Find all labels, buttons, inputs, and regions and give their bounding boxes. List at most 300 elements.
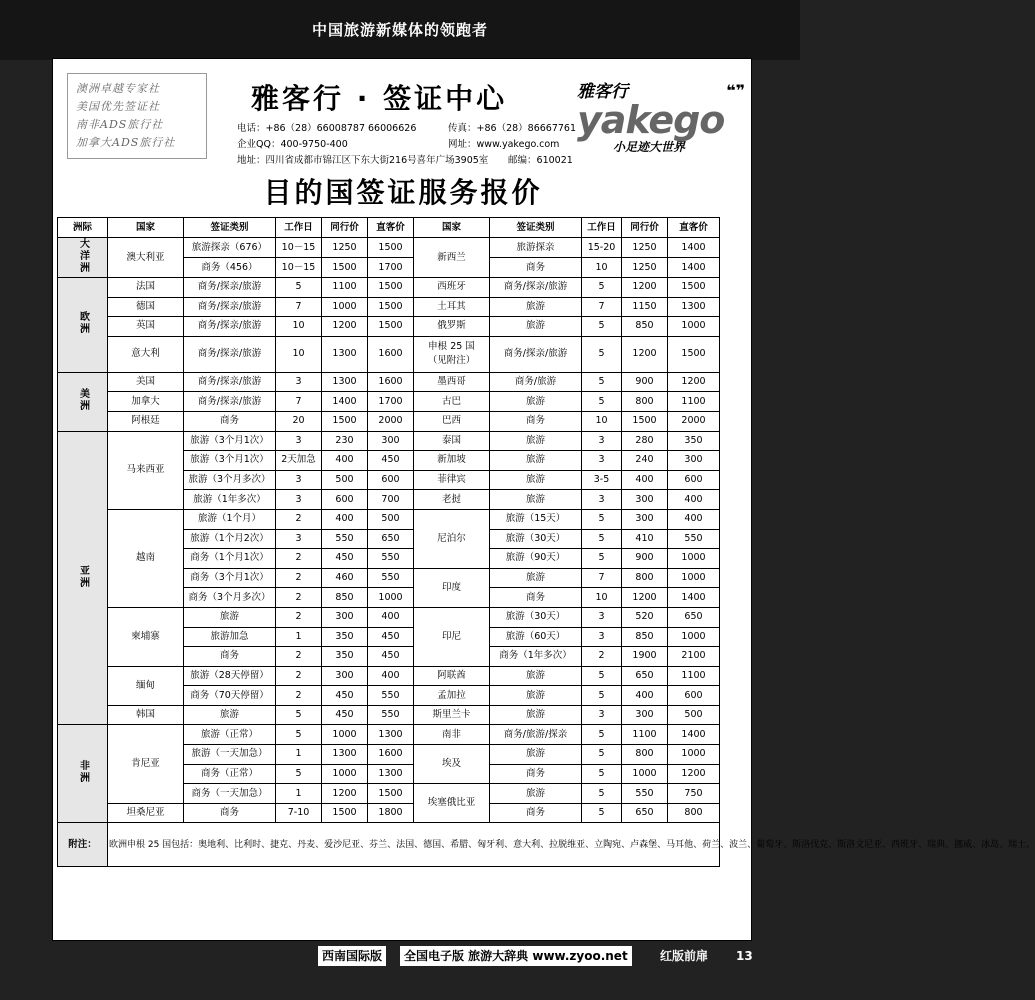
retail-price-cell: 500 — [368, 509, 414, 529]
table-row — [58, 336, 720, 372]
country-cell: 肯尼亚 — [108, 725, 184, 803]
agent-price-cell: 350 — [322, 647, 368, 667]
workdays-cell: 2 — [276, 509, 322, 529]
agent-price-cell: 230 — [322, 431, 368, 451]
table-row — [58, 725, 720, 745]
brand-name: 雅客行 · 签证中心 — [251, 82, 508, 115]
col-header: 签证类别 — [490, 218, 582, 238]
workdays-cell: 1 — [276, 745, 322, 765]
agent-price-cell: 400 — [622, 470, 668, 490]
country-cell: 西班牙 — [414, 278, 490, 298]
workdays-cell: 3-5 — [582, 470, 622, 490]
table-row — [58, 411, 720, 431]
workdays-cell: 7 — [582, 568, 622, 588]
note-label: 附注： — [58, 823, 108, 867]
country-cell: 阿联酋 — [414, 666, 490, 686]
agent-price-cell: 400 — [322, 509, 368, 529]
agent-price-cell: 1300 — [322, 745, 368, 765]
agent-price-cell: 1200 — [622, 336, 668, 372]
agent-price-cell: 350 — [322, 627, 368, 647]
retail-price-cell: 1400 — [668, 238, 720, 258]
workdays-cell: 2 — [582, 647, 622, 667]
visa-type-cell: 旅游（一天加急） — [184, 745, 276, 765]
visa-type-cell: 旅游 — [490, 705, 582, 725]
retail-price-cell: 1500 — [368, 278, 414, 298]
retail-price-cell: 450 — [368, 647, 414, 667]
workdays-cell: 3 — [582, 451, 622, 471]
page-number: 13 — [736, 949, 753, 963]
country-cell: 澳大利亚 — [108, 238, 184, 278]
agent-price-cell: 450 — [322, 686, 368, 706]
retail-price-cell: 2100 — [668, 647, 720, 667]
country-cell: 土耳其 — [414, 297, 490, 317]
workdays-cell: 5 — [582, 666, 622, 686]
visa-type-cell: 旅游（30天） — [490, 607, 582, 627]
retail-price-cell: 400 — [668, 490, 720, 510]
logo-slogan: 小足迹大世界 — [613, 140, 686, 154]
visa-type-cell: 商务/探亲/旅游 — [184, 278, 276, 298]
continent-label: 美洲 — [77, 388, 89, 413]
visa-type-cell: 旅游 — [490, 490, 582, 510]
visa-type-cell: 旅游 — [490, 317, 582, 337]
retail-price-cell: 550 — [368, 549, 414, 569]
workdays-cell: 3 — [276, 529, 322, 549]
visa-type-cell: 商务 — [490, 411, 582, 431]
visa-type-cell: 旅游 — [490, 784, 582, 804]
website[interactable]: 网址：www.yakego.com — [448, 139, 560, 150]
visa-type-cell: 商务（1年多次） — [490, 647, 582, 667]
visa-type-cell: 商务 — [184, 411, 276, 431]
agent-price-cell: 1300 — [322, 372, 368, 392]
visa-type-cell: 旅游探亲 — [490, 238, 582, 258]
agent-price-cell: 850 — [622, 317, 668, 337]
continent-cell — [58, 372, 108, 431]
visa-type-cell: 商务 — [490, 588, 582, 608]
workdays-cell: 3 — [582, 490, 622, 510]
retail-price-cell: 1400 — [668, 258, 720, 278]
table-row — [58, 392, 720, 412]
agent-price-cell: 1200 — [322, 317, 368, 337]
visa-type-cell: 商务/旅游/探亲 — [490, 725, 582, 745]
workdays-cell: 5 — [276, 764, 322, 784]
table-header-row — [58, 218, 720, 238]
visa-type-cell: 商务 — [490, 803, 582, 823]
agent-price-cell: 1250 — [622, 238, 668, 258]
agent-price-cell: 800 — [622, 745, 668, 765]
workdays-cell: 5 — [582, 764, 622, 784]
agent-price-cell: 450 — [322, 549, 368, 569]
table-row — [58, 317, 720, 337]
agent-price-cell: 800 — [622, 568, 668, 588]
visa-type-cell: 旅游加急 — [184, 627, 276, 647]
footer-edition-tag: 西南国际版 — [318, 946, 386, 966]
table-row — [58, 666, 720, 686]
continent-cell — [58, 278, 108, 373]
agent-price-cell: 450 — [322, 705, 368, 725]
workdays-cell: 10 — [276, 317, 322, 337]
workdays-cell: 5 — [582, 372, 622, 392]
country-cell: 老挝 — [414, 490, 490, 510]
country-cell: 新西兰 — [414, 238, 490, 278]
agent-price-cell: 1000 — [322, 297, 368, 317]
visa-type-cell: 商务/探亲/旅游 — [184, 392, 276, 412]
postcode: 邮编：610021 — [508, 155, 573, 166]
agent-price-cell: 410 — [622, 529, 668, 549]
agent-price-cell: 850 — [622, 627, 668, 647]
retail-price-cell: 600 — [668, 686, 720, 706]
visa-type-cell: 旅游 — [490, 470, 582, 490]
retail-price-cell: 500 — [668, 705, 720, 725]
fax: 传真：+86（28）86667761 — [448, 123, 577, 134]
agent-price-cell: 300 — [622, 705, 668, 725]
visa-type-cell: 旅游 — [490, 392, 582, 412]
agent-price-cell: 400 — [322, 451, 368, 471]
retail-price-cell: 2000 — [668, 411, 720, 431]
agent-price-cell: 1000 — [322, 725, 368, 745]
retail-price-cell: 600 — [668, 470, 720, 490]
agent-price-cell: 1500 — [322, 258, 368, 278]
retail-price-cell: 1600 — [368, 745, 414, 765]
visa-type-cell: 商务/探亲/旅游 — [184, 297, 276, 317]
country-cell: 加拿大 — [108, 392, 184, 412]
workdays-cell: 1 — [276, 784, 322, 804]
visa-type-cell: 旅游 — [490, 666, 582, 686]
workdays-cell: 5 — [582, 336, 622, 372]
workdays-cell: 10－15 — [276, 258, 322, 278]
agent-price-cell: 300 — [322, 607, 368, 627]
address: 地址：四川省成都市锦江区下东大街216号喜年广场3905室 — [237, 155, 489, 166]
visa-type-cell: 旅游（1个月） — [184, 509, 276, 529]
workdays-cell: 5 — [276, 725, 322, 745]
agency-credentials-box — [67, 73, 207, 159]
retail-price-cell: 300 — [668, 451, 720, 471]
visa-type-cell: 商务/探亲/旅游 — [490, 336, 582, 372]
col-header: 直客价 — [668, 218, 720, 238]
logo-cn: 雅客行 — [577, 82, 628, 102]
table-row — [58, 238, 720, 258]
retail-price-cell: 1100 — [668, 666, 720, 686]
retail-price-cell: 1700 — [368, 392, 414, 412]
col-header: 工作日 — [582, 218, 622, 238]
col-header: 直客价 — [368, 218, 414, 238]
workdays-cell: 10 — [276, 336, 322, 372]
agent-price-cell: 1250 — [322, 238, 368, 258]
main-title: 目的国签证服务报价 — [263, 176, 543, 209]
country-cell: 印度 — [414, 568, 490, 607]
continent-cell — [58, 725, 108, 823]
agent-price-cell: 460 — [322, 568, 368, 588]
col-header: 同行价 — [322, 218, 368, 238]
phone: 电话：+86（28）66008787 66006626 — [237, 123, 417, 134]
visa-type-cell: 旅游（90天） — [490, 549, 582, 569]
retail-price-cell: 1000 — [368, 588, 414, 608]
visa-type-cell: 商务/探亲/旅游 — [490, 278, 582, 298]
workdays-cell: 7 — [276, 392, 322, 412]
workdays-cell: 2天加急 — [276, 451, 322, 471]
workdays-cell: 10－15 — [276, 238, 322, 258]
workdays-cell: 2 — [276, 647, 322, 667]
workdays-cell: 3 — [276, 372, 322, 392]
footprint-icon: ❝❞ — [726, 81, 745, 100]
visa-type-cell: 商务 — [184, 647, 276, 667]
country-cell: 埃塞俄比亚 — [414, 784, 490, 823]
retail-price-cell: 750 — [668, 784, 720, 804]
agent-price-cell: 1200 — [622, 588, 668, 608]
workdays-cell: 5 — [582, 317, 622, 337]
country-cell: 德国 — [108, 297, 184, 317]
agent-price-cell: 1100 — [622, 725, 668, 745]
retail-price-cell: 1700 — [368, 258, 414, 278]
contact-info — [237, 121, 597, 169]
workdays-cell: 5 — [582, 725, 622, 745]
visa-type-cell: 旅游（正常） — [184, 725, 276, 745]
retail-price-cell: 550 — [368, 705, 414, 725]
retail-price-cell: 1300 — [368, 725, 414, 745]
country-cell: 缅甸 — [108, 666, 184, 705]
retail-price-cell: 700 — [368, 490, 414, 510]
agent-price-cell: 1500 — [622, 411, 668, 431]
visa-type-cell: 商务（1个月1次） — [184, 549, 276, 569]
agent-price-cell: 500 — [322, 470, 368, 490]
country-cell: 墨西哥 — [414, 372, 490, 392]
agent-price-cell: 1150 — [622, 297, 668, 317]
retail-price-cell: 550 — [368, 686, 414, 706]
agent-price-cell: 280 — [622, 431, 668, 451]
workdays-cell: 3 — [582, 627, 622, 647]
visa-type-cell: 旅游 — [490, 686, 582, 706]
visa-type-cell: 旅游 — [490, 297, 582, 317]
visa-type-cell: 商务/探亲/旅游 — [184, 336, 276, 372]
retail-price-cell: 1000 — [668, 568, 720, 588]
country-cell: 古巴 — [414, 392, 490, 412]
credential-line: 澳洲卓越专家社 — [76, 82, 160, 95]
agent-price-cell: 1500 — [322, 411, 368, 431]
retail-price-cell: 800 — [668, 803, 720, 823]
price-sheet — [52, 58, 1035, 941]
continent-label: 大洋洲 — [77, 238, 89, 274]
workdays-cell: 5 — [276, 705, 322, 725]
retail-price-cell: 1600 — [368, 336, 414, 372]
retail-price-cell: 1200 — [668, 764, 720, 784]
retail-price-cell: 600 — [368, 470, 414, 490]
country-cell: 意大利 — [108, 336, 184, 372]
agent-price-cell: 550 — [622, 784, 668, 804]
visa-type-cell: 商务（3个月多次） — [184, 588, 276, 608]
retail-price-cell: 1500 — [368, 297, 414, 317]
retail-price-cell: 1300 — [668, 297, 720, 317]
retail-price-cell: 1000 — [668, 745, 720, 765]
workdays-cell: 5 — [582, 529, 622, 549]
visa-type-cell: 商务/探亲/旅游 — [184, 372, 276, 392]
visa-type-cell: 旅游 — [490, 431, 582, 451]
table-row — [58, 297, 720, 317]
retail-price-cell: 2000 — [368, 411, 414, 431]
workdays-cell: 7-10 — [276, 803, 322, 823]
agent-price-cell: 1400 — [322, 392, 368, 412]
continent-label: 亚洲 — [77, 564, 89, 589]
agent-price-cell: 850 — [322, 588, 368, 608]
agent-price-cell: 1000 — [322, 764, 368, 784]
workdays-cell: 2 — [276, 588, 322, 608]
visa-type-cell: 商务 — [184, 803, 276, 823]
workdays-cell: 5 — [582, 392, 622, 412]
continent-cell — [58, 431, 108, 725]
workdays-cell: 3 — [582, 607, 622, 627]
agent-price-cell: 900 — [622, 549, 668, 569]
col-header: 同行价 — [622, 218, 668, 238]
workdays-cell: 10 — [582, 588, 622, 608]
retail-price-cell: 400 — [368, 607, 414, 627]
retail-price-cell: 450 — [368, 627, 414, 647]
col-header: 洲际 — [58, 218, 108, 238]
country-cell: 印尼 — [414, 607, 490, 666]
country-cell: 越南 — [108, 509, 184, 607]
workdays-cell: 5 — [582, 549, 622, 569]
retail-price-cell: 400 — [668, 509, 720, 529]
table-row — [58, 372, 720, 392]
agent-price-cell: 550 — [322, 529, 368, 549]
country-cell: 南非 — [414, 725, 490, 745]
country-cell: 柬埔寨 — [108, 607, 184, 666]
col-header: 签证类别 — [184, 218, 276, 238]
country-cell: 法国 — [108, 278, 184, 298]
country-cell: 韩国 — [108, 705, 184, 725]
retail-price-cell: 300 — [368, 431, 414, 451]
footer-section: 红版前扉 — [660, 949, 709, 963]
table-row — [58, 803, 720, 823]
country-cell: 尼泊尔 — [414, 509, 490, 568]
col-header: 国家 — [414, 218, 490, 238]
visa-type-cell: 商务 — [490, 258, 582, 278]
retail-price-cell: 1300 — [368, 764, 414, 784]
workdays-cell: 5 — [582, 745, 622, 765]
page-header — [0, 0, 800, 60]
retail-price-cell: 1400 — [668, 588, 720, 608]
country-cell: 英国 — [108, 317, 184, 337]
retail-price-cell: 450 — [368, 451, 414, 471]
country-cell: 埃及 — [414, 745, 490, 784]
country-cell: 斯里兰卡 — [414, 705, 490, 725]
retail-price-cell: 1000 — [668, 627, 720, 647]
retail-price-cell: 1600 — [368, 372, 414, 392]
retail-price-cell: 1000 — [668, 549, 720, 569]
agent-price-cell: 1900 — [622, 647, 668, 667]
workdays-cell: 7 — [582, 297, 622, 317]
retail-price-cell: 350 — [668, 431, 720, 451]
agent-price-cell: 600 — [322, 490, 368, 510]
logo-en: yakego — [577, 98, 725, 142]
workdays-cell: 5 — [276, 278, 322, 298]
workdays-cell: 2 — [276, 666, 322, 686]
agent-price-cell: 240 — [622, 451, 668, 471]
workdays-cell: 15-20 — [582, 238, 622, 258]
agent-price-cell: 1000 — [622, 764, 668, 784]
workdays-cell: 3 — [582, 705, 622, 725]
credential-line: 美国优先签证社 — [76, 100, 160, 113]
workdays-cell: 5 — [582, 803, 622, 823]
retail-price-cell: 1500 — [368, 784, 414, 804]
country-cell: 菲律宾 — [414, 470, 490, 490]
workdays-cell: 5 — [582, 278, 622, 298]
table-row — [58, 705, 720, 725]
agent-price-cell: 1300 — [322, 336, 368, 372]
continent-label: 非洲 — [77, 760, 89, 785]
visa-type-cell: 旅游（30天） — [490, 529, 582, 549]
note-row — [58, 823, 720, 867]
visa-type-cell: 商务（一天加急） — [184, 784, 276, 804]
visa-type-cell: 旅游（60天） — [490, 627, 582, 647]
workdays-cell: 5 — [582, 509, 622, 529]
agent-price-cell: 1250 — [622, 258, 668, 278]
table-row — [58, 509, 720, 529]
country-cell: 坦桑尼亚 — [108, 803, 184, 823]
workdays-cell: 3 — [276, 431, 322, 451]
agent-price-cell: 1500 — [322, 803, 368, 823]
visa-type-cell: 商务/旅游 — [490, 372, 582, 392]
agent-price-cell: 650 — [622, 666, 668, 686]
visa-type-cell: 商务/探亲/旅游 — [184, 317, 276, 337]
workdays-cell: 1 — [276, 627, 322, 647]
visa-type-cell: 旅游（1个月2次） — [184, 529, 276, 549]
note-text: 欧洲申根 25 国包括：奥地利、比利时、捷克、丹麦、爱沙尼亚、芬兰、法国、德国、希腊、匈牙利、意大利、拉脱维亚、立陶宛、卢森堡、马耳他、荷兰、波兰、葡萄牙、斯洛伐克、斯洛文尼亚、西班牙、瑞典、挪威、冰岛、瑞士。 — [108, 823, 720, 867]
qq: 企业QQ：400-9750-400 — [237, 139, 348, 150]
country-cell: 巴西 — [414, 411, 490, 431]
workdays-cell: 20 — [276, 411, 322, 431]
retail-price-cell: 1800 — [368, 803, 414, 823]
agent-price-cell: 800 — [622, 392, 668, 412]
country-cell: 新加坡 — [414, 451, 490, 471]
visa-type-cell: 商务 — [490, 764, 582, 784]
visa-type-cell: 旅游（3个月1次） — [184, 451, 276, 471]
header-title: 中国旅游新媒体的领跑者 — [311, 21, 488, 39]
workdays-cell: 7 — [276, 297, 322, 317]
visa-type-cell: 商务（3个月1次） — [184, 568, 276, 588]
visa-type-cell: 旅游（3个月1次） — [184, 431, 276, 451]
agent-price-cell: 300 — [622, 509, 668, 529]
visa-type-cell: 旅游 — [184, 705, 276, 725]
workdays-cell: 2 — [276, 686, 322, 706]
agent-price-cell: 1200 — [322, 784, 368, 804]
retail-price-cell: 400 — [368, 666, 414, 686]
retail-price-cell: 650 — [368, 529, 414, 549]
visa-type-cell: 旅游探亲（676） — [184, 238, 276, 258]
visa-type-cell: 旅游 — [490, 568, 582, 588]
page-footer — [0, 946, 800, 966]
country-cell: 马来西亚 — [108, 431, 184, 509]
yakego-logo — [577, 77, 747, 167]
workdays-cell: 2 — [276, 549, 322, 569]
visa-type-cell: 旅游 — [490, 745, 582, 765]
country-cell: 申根 25 国 （见附注） — [414, 336, 490, 372]
agent-price-cell: 1200 — [622, 278, 668, 298]
credential-line: 南非ADS旅行社 — [76, 118, 164, 131]
agent-price-cell: 400 — [622, 686, 668, 706]
workdays-cell: 3 — [276, 490, 322, 510]
workdays-cell: 2 — [276, 607, 322, 627]
table-row — [58, 278, 720, 298]
col-header: 工作日 — [276, 218, 322, 238]
visa-type-cell: 商务（正常） — [184, 764, 276, 784]
retail-price-cell: 1000 — [668, 317, 720, 337]
visa-price-table — [57, 217, 1035, 867]
visa-type-cell: 商务（456） — [184, 258, 276, 278]
agent-price-cell: 900 — [622, 372, 668, 392]
retail-price-cell: 1500 — [368, 238, 414, 258]
table-row — [58, 607, 720, 627]
retail-price-cell: 1200 — [668, 372, 720, 392]
country-cell: 美国 — [108, 372, 184, 392]
retail-price-cell: 550 — [368, 568, 414, 588]
